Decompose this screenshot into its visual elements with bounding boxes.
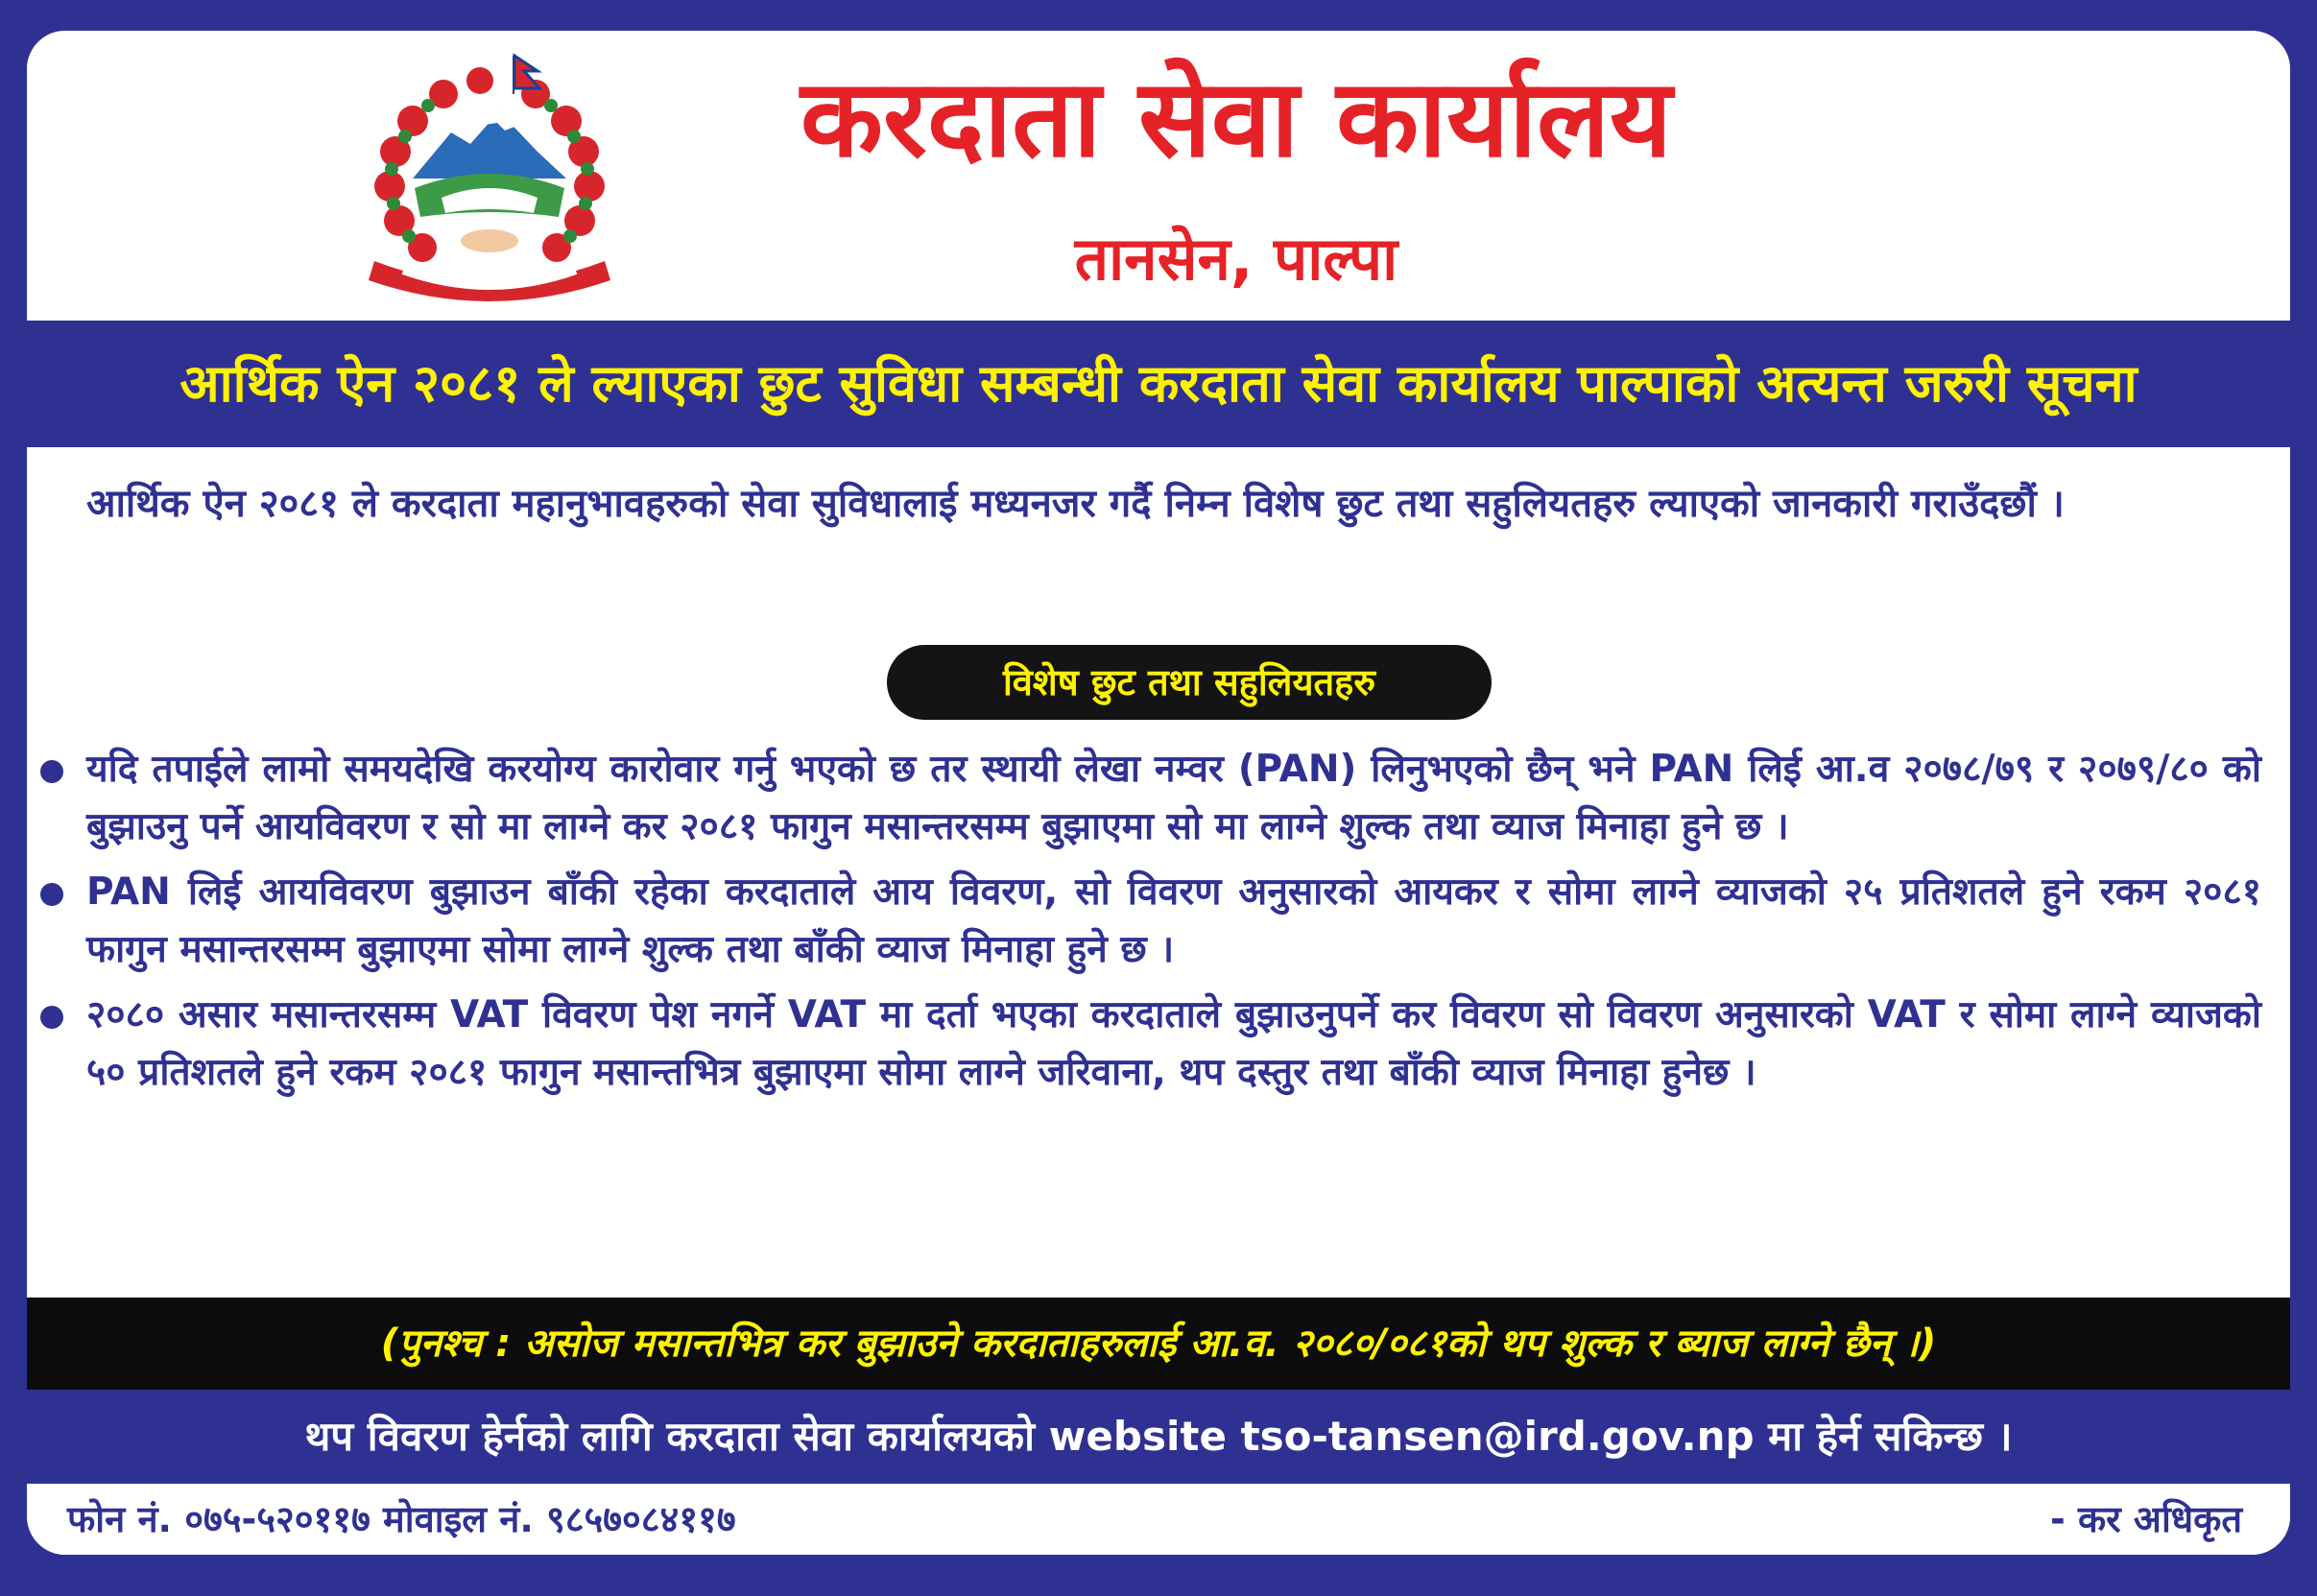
header [27, 31, 2290, 321]
list-item-text: २०८० असार मसान्तरसम्म VAT विवरण पेश नगर्ने VAT मा दर्ता भएका करदाताले बुझाउनुपर्ने कर विवरण सो विवरण अनुसारको VAT र सोमा लाग्ने व्याजको ५० प्रतिशतले हुने रकम २०८१ फागुन मसान्तभित्र बुझाएमा सोमा लाग्ने जरिवाना, थप दस्तुर तथा बाँकी व्याज मिनाहा हुनेछ । [86, 993, 2261, 1094]
banner-heading: आर्थिक ऐन २०८१ ले ल्याएका छुट सुविधा सम्बन्धी करदाता सेवा कार्यालय पाल्पाको अत्यन्त जरुरी सूचना [179, 353, 2138, 414]
footer [27, 1484, 2290, 1555]
list-item-text: PAN लिई आयविवरण बुझाउन बाँकी रहेका करदाताले आय विवरण, सो विवरण अनुसारको आयकर र सोमा लाग्ने व्याजको २५ प्रतिशतले हुने रकम २०८१ फागुन मसान्तरसम्म बुझाएमा सोमा लाग्ने शुल्क तथा बाँकी व्याज मिनाहा हुने छ । [86, 870, 2262, 971]
notice-banner [27, 321, 2290, 447]
intro-paragraph: आर्थिक ऐन २०८१ ले करदाता महानुभावहरुको सेवा सुविधालाई मध्यनजर गर्दै निम्न विशेष छुट तथा सहुलियतहरु ल्याएको जानकारी गराउँदछौं । [86, 482, 2065, 526]
section-label-badge: विशेष छुट तथा सहुलियतहरु [887, 645, 1492, 720]
benefit-list [27, 741, 2290, 1109]
signature: - कर अधिकृत [2049, 1498, 2242, 1540]
phone-numbers: फोन नं. ०७५-५२०११७ मोवाइल नं. ९८५७०८४११७ [67, 1498, 736, 1540]
list-item-text: यदि तपाईले लामो समयदेखि करयोग्य कारोवार गर्नु भएको छ तर स्थायी लेखा नम्वर (PAN) लिनुभएको छैन् भने PAN लिई आ.व २०७८/७९ र २०७९/८० को बुझाउनु पर्ने आयविवरण र सो मा लाग्ने कर २०८१ फागुन मसान्तरसम्म बुझाएमा सो मा लाग्ने शुल्क तथा व्याज मिनाहा हुने छ । [86, 748, 2261, 848]
office-title: करदाता सेवा कार्यालय [800, 57, 1673, 181]
website-info-strip [27, 1390, 2290, 1484]
list-item [27, 864, 2290, 979]
postscript-text: (पुनश्च : असोज मसान्तभित्र कर बुझाउने करदाताहरुलाई आ.व. २०८०/०८१को थप शुल्क र ब्याज लाग्ने छैन् ।) [380, 1322, 1937, 1366]
bullet-icon [40, 883, 63, 906]
website-info-text: थप विवरण हेर्नको लागि करदाता सेवा कार्यालयको website tso-tansen@ird.gov.np मा हेर्न सकिन्छ । [304, 1413, 2013, 1460]
postscript-strip [27, 1298, 2290, 1390]
bullet-icon [40, 760, 63, 783]
nepal-emblem-icon [346, 44, 633, 308]
list-item [27, 987, 2290, 1102]
office-location: तानसेन, पाल्पा [1074, 224, 1398, 294]
list-item [27, 741, 2290, 856]
notice-frame [27, 31, 2290, 1555]
bullet-icon [40, 1006, 63, 1029]
